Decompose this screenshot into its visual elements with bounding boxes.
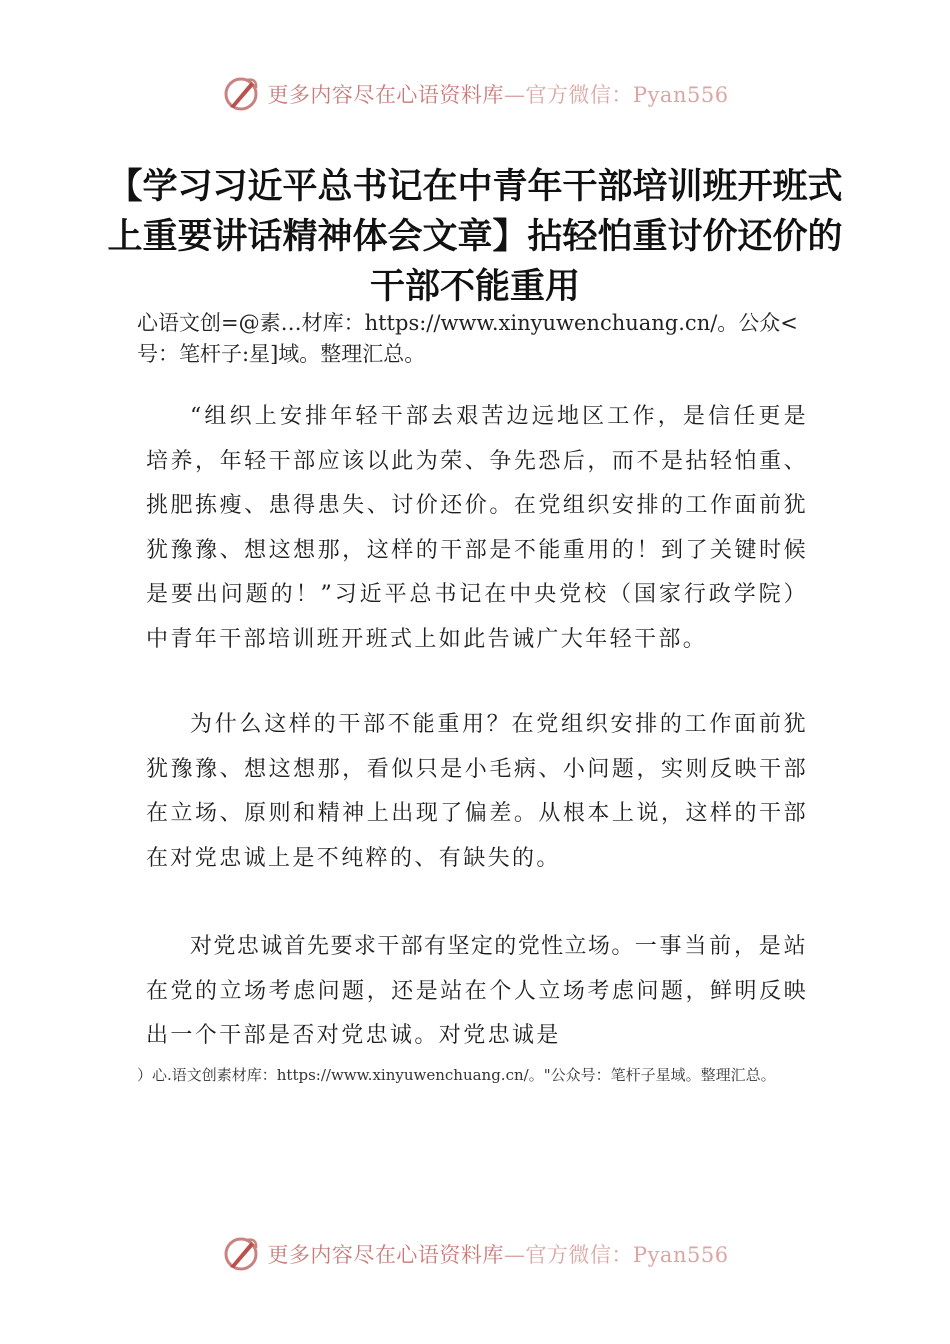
banner-wechat: —官方微信：Pyan556 [503,1243,729,1267]
paragraph-1: “组织上安排年轻干部去艰苦边远地区工作，是信任更是培养，年轻干部应该以此为荣、争先恐后，而不是拈轻怕重、挑肥拣瘦、患得患失、讨价还价。在党组织安排的工作面前犹犹豫豫、想这想那，这样的干部是不能重用的！到了关键时候是要出问题的！”习近平总书记在中央党校（国家行政学院）中青年干部培训班开班式上如此告诫广大年轻干部。 [146,404,808,652]
header-banner [0,70,950,118]
quill-pen-logo-icon [221,1234,261,1274]
footnote: ）心.语文创素材库：https://www.xinyuwenchuang.cn/。"公众号：笔杆子星域。整理汇总。 [137,1066,776,1084]
banner-text: 更多内容尽在心语资料库 [267,1243,504,1267]
document-title: 【学习习近平总书记在中青年干部培训班开班式上重要讲话精神体会文章】拈轻怕重讨价还价的干部不能重用 [107,167,843,307]
paragraph-2: 为什么这样的干部不能重用？在党组织安排的工作面前犹犹豫豫、想这想那，看似只是小毛病、小问题，实则反映干部在立场、原则和精神上出现了偏差。从根本上说，这样的干部在对党忠诚上是不纯粹的、有缺失的。 [146,712,808,871]
paragraph-3-lead: 对党忠诚首先要求干部有坚定的党性立场。 [190,934,635,959]
quill-pen-logo-icon [221,74,261,114]
banner-wechat: —官方微信：Pyan556 [503,83,729,107]
banner-text: 更多内容尽在心语资料库 [267,83,504,107]
paragraph-3-body: 一事当前，是站在党的立场考虑问题，还是站在个人立场考虑问题，鲜明反映出一个干部是否对党忠诚。对党忠诚是 [146,934,808,1048]
footer-banner [0,1230,950,1278]
paragraph-3 [146,925,808,1059]
source-note: 心语文创=@素…材库：https://www.xinyuwenchuang.cn/。公众<号：笔杆子:星]域。整理汇总。 [137,311,798,366]
